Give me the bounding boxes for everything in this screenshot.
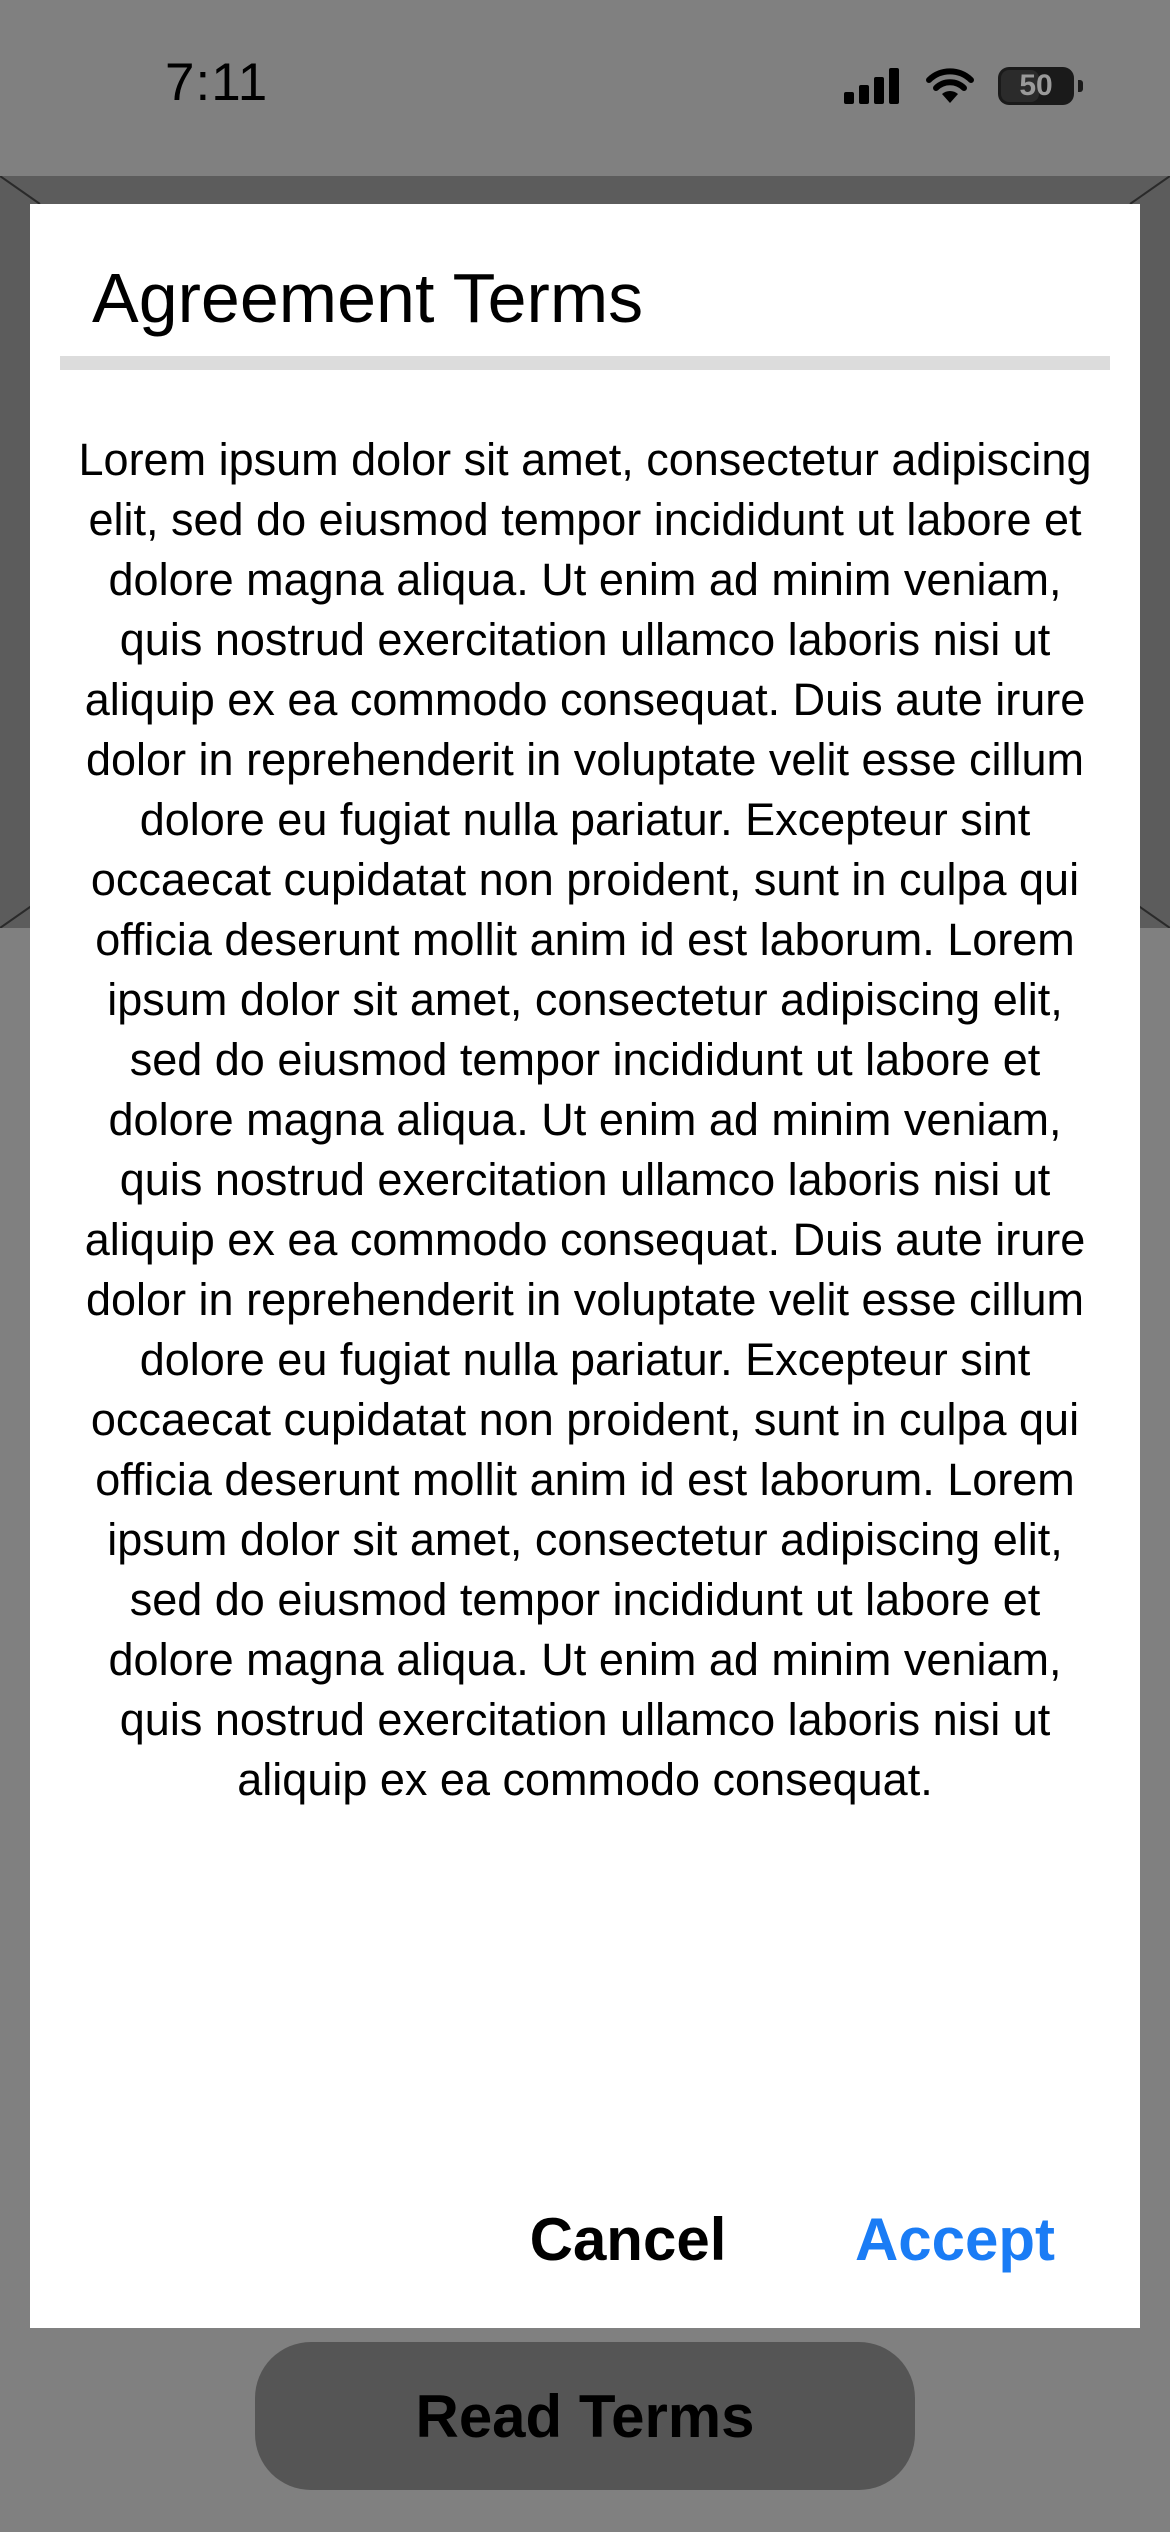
battery-cap [1078, 80, 1083, 92]
status-bar [0, 0, 1170, 176]
status-time: 7:11 [165, 53, 269, 112]
dialog-title: Agreement Terms [92, 259, 644, 337]
wifi-icon [924, 67, 976, 105]
status-icons [844, 64, 1074, 108]
battery-percentage: 50 [1019, 69, 1053, 102]
battery-icon [998, 67, 1074, 105]
dialog-divider [60, 356, 1110, 370]
dialog-body-text: Lorem ipsum dolor sit amet, consectetur adipiscing elit, sed do eiusmod tempor incididunt ut labore et dolore magna aliqua. Ut enim ad minim veniam, quis nostrud exercitation ullamco laboris nisi ut aliquip ex ea commodo consequat. Duis aute irure dolor in reprehenderit in voluptate velit esse cillum dolore eu fugiat nulla pariatur. Excepteur sint occaecat cupidatat non proident, sunt in culpa qui officia deserunt mollit anim id est laborum. Lorem ipsum dolor sit amet, consectetur adipiscing elit, sed do eiusmod tempor incididunt ut labore et dolore magna aliqua. Ut enim ad minim veniam, quis nostrud exercitation ullamco laboris nisi ut aliquip ex ea commodo consequat. Duis aute irure dolor in reprehenderit in voluptate velit esse cillum dolore eu fugiat nulla pariatur. Excepteur sint occaecat cupidatat non proident, sunt in culpa qui officia deserunt mollit anim id est laborum. Lorem ipsum dolor sit amet, consectetur adipiscing elit, sed do eiusmod tempor incididunt ut labore et dolore magna aliqua. Ut enim ad minim veniam, quis nostrud exercitation ullamco laboris nisi ut aliquip ex ea commodo consequat. [78, 434, 1092, 1805]
read-terms-button[interactable]: Read Terms [255, 2342, 915, 2490]
signal-icon [844, 68, 902, 104]
accept-button[interactable]: Accept [830, 2184, 1080, 2294]
agreement-dialog [30, 204, 1140, 2328]
dialog-actions [30, 2184, 1140, 2294]
cancel-button[interactable]: Cancel [498, 2184, 758, 2294]
